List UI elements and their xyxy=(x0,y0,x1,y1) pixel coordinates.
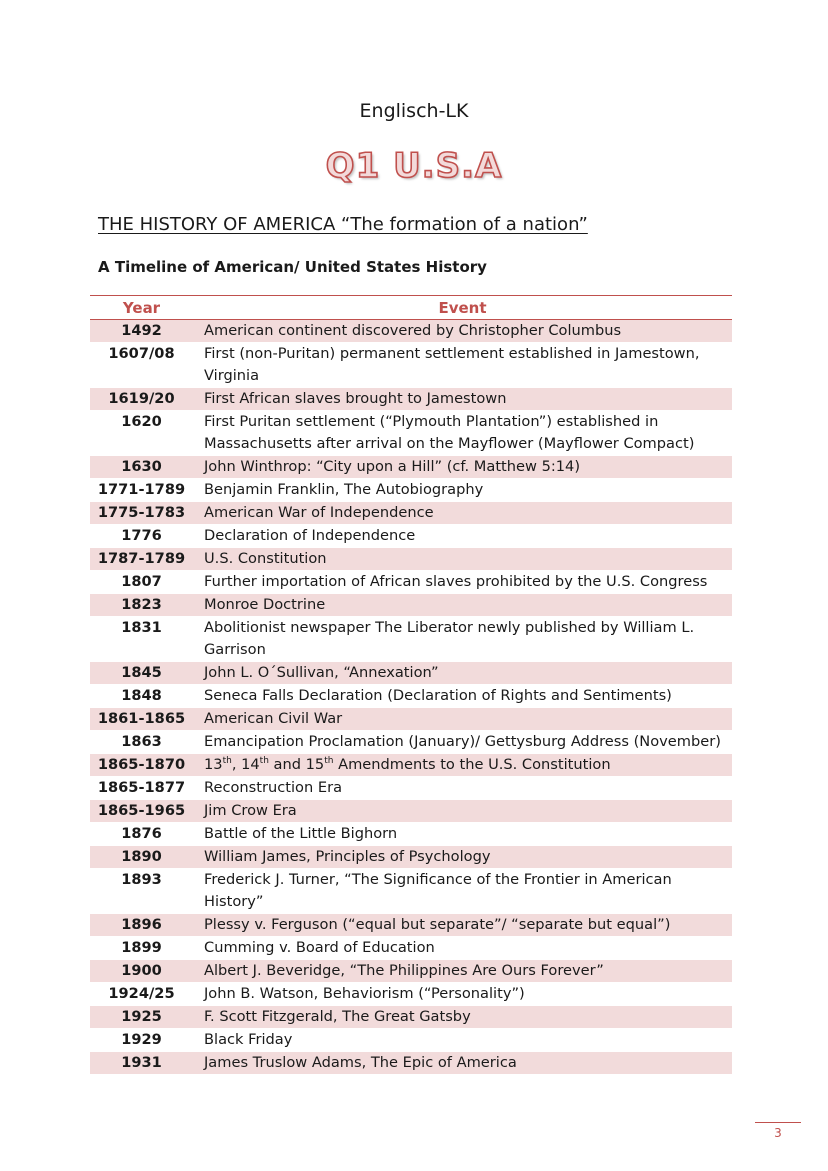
event-cell: Further importation of African slaves prohibited by the U.S. Congress xyxy=(193,571,732,594)
table-row xyxy=(90,846,732,869)
year-cell: 1929 xyxy=(90,1029,193,1052)
event-cell: American continent discovered by Christopher Columbus xyxy=(193,320,732,343)
year-cell: 1771-1789 xyxy=(90,479,193,502)
event-cell: Jim Crow Era xyxy=(193,800,732,823)
year-cell: 1807 xyxy=(90,571,193,594)
event-cell: First Puritan settlement (“Plymouth Plantation”) established in Massachusetts after arrival on the Mayflower (Mayflower Compact) xyxy=(193,411,732,456)
table-row xyxy=(90,1052,732,1075)
table-row xyxy=(90,1029,732,1052)
year-cell: 1492 xyxy=(90,320,193,343)
year-cell: 1863 xyxy=(90,731,193,754)
year-cell: 1896 xyxy=(90,914,193,937)
year-cell: 1776 xyxy=(90,525,193,548)
event-cell: American Civil War xyxy=(193,708,732,731)
year-cell: 1876 xyxy=(90,823,193,846)
table-header-row xyxy=(90,296,732,320)
table-row xyxy=(90,869,732,914)
table-row xyxy=(90,548,732,571)
ordinal-suffix: th xyxy=(259,756,269,767)
event-cell: Declaration of Independence xyxy=(193,525,732,548)
table-row xyxy=(90,823,732,846)
table-row xyxy=(90,525,732,548)
event-cell: Frederick J. Turner, “The Significance of the Frontier in American History” xyxy=(193,869,732,914)
timeline-subheading: A Timeline of American/ United States History xyxy=(98,258,487,276)
table-row xyxy=(90,800,732,823)
table-row xyxy=(90,617,732,662)
event-cell: U.S. Constitution xyxy=(193,548,732,571)
year-cell: 1890 xyxy=(90,846,193,869)
ordinal-suffix: th xyxy=(222,756,232,767)
year-cell: 1893 xyxy=(90,869,193,914)
year-cell: 1931 xyxy=(90,1052,193,1075)
table-row xyxy=(90,594,732,617)
event-text-part: , 14 xyxy=(231,756,260,773)
event-cell: Black Friday xyxy=(193,1029,732,1052)
year-cell: 1630 xyxy=(90,456,193,479)
event-cell: First African slaves brought to Jamestown xyxy=(193,388,732,411)
table-row xyxy=(90,502,732,525)
header-event: Event xyxy=(193,296,732,320)
page-number-rule xyxy=(755,1122,801,1123)
table-row xyxy=(90,685,732,708)
year-cell: 1899 xyxy=(90,937,193,960)
year-cell: 1865-1877 xyxy=(90,777,193,800)
event-text-part: and 15 xyxy=(268,756,325,773)
event-cell: John B. Watson, Behaviorism (“Personality”) xyxy=(193,983,732,1006)
event-cell: Monroe Doctrine xyxy=(193,594,732,617)
table-row xyxy=(90,983,732,1006)
year-cell: 1861-1865 xyxy=(90,708,193,731)
event-cell: Seneca Falls Declaration (Declaration of Rights and Sentiments) xyxy=(193,685,732,708)
table-row xyxy=(90,411,732,456)
event-cell: John Winthrop: “City upon a Hill” (cf. Matthew 5:14) xyxy=(193,456,732,479)
event-cell: Albert J. Beveridge, “The Philippines Are Ours Forever” xyxy=(193,960,732,983)
year-cell: 1900 xyxy=(90,960,193,983)
event-cell: F. Scott Fitzgerald, The Great Gatsby xyxy=(193,1006,732,1029)
year-cell: 1924/25 xyxy=(90,983,193,1006)
table-row xyxy=(90,343,732,388)
table-row xyxy=(90,754,732,777)
table-row xyxy=(90,1006,732,1029)
table-row xyxy=(90,479,732,502)
section-heading: THE HISTORY OF AMERICA “The formation of a nation” xyxy=(98,214,588,235)
course-name: Englisch-LK xyxy=(359,100,469,122)
document-title: Q1 U.S.A xyxy=(325,146,503,186)
event-cell: Plessy v. Ferguson (“equal but separate”/ “separate but equal”) xyxy=(193,914,732,937)
year-cell: 1775-1783 xyxy=(90,502,193,525)
year-cell: 1831 xyxy=(90,617,193,662)
event-cell: Battle of the Little Bighorn xyxy=(193,823,732,846)
table-row xyxy=(90,960,732,983)
table-row xyxy=(90,937,732,960)
table-row xyxy=(90,731,732,754)
table-row xyxy=(90,388,732,411)
table-row xyxy=(90,914,732,937)
table-row xyxy=(90,456,732,479)
event-cell: John L. O´Sullivan, “Annexation” xyxy=(193,662,732,685)
timeline-body xyxy=(90,320,732,1075)
year-cell: 1787-1789 xyxy=(90,548,193,571)
year-cell: 1865-1870 xyxy=(90,754,193,777)
ordinal-suffix: th xyxy=(324,756,334,767)
event-text-part: Amendments to the U.S. Constitution xyxy=(333,756,611,773)
event-cell: First (non-Puritan) permanent settlement established in Jamestown, Virginia xyxy=(193,343,732,388)
year-cell: 1925 xyxy=(90,1006,193,1029)
event-cell: William James, Principles of Psychology xyxy=(193,846,732,869)
table-row xyxy=(90,777,732,800)
year-cell: 1845 xyxy=(90,662,193,685)
event-cell: Reconstruction Era xyxy=(193,777,732,800)
event-cell: Abolitionist newspaper The Liberator newly published by William L. Garrison xyxy=(193,617,732,662)
event-cell: Emancipation Proclamation (January)/ Gettysburg Address (November) xyxy=(193,731,732,754)
year-cell: 1619/20 xyxy=(90,388,193,411)
event-cell: Benjamin Franklin, The Autobiography xyxy=(193,479,732,502)
event-cell: American War of Independence xyxy=(193,502,732,525)
year-cell: 1823 xyxy=(90,594,193,617)
table-row xyxy=(90,662,732,685)
event-cell: Cumming v. Board of Education xyxy=(193,937,732,960)
event-cell xyxy=(193,754,732,777)
year-cell: 1865-1965 xyxy=(90,800,193,823)
table-row xyxy=(90,708,732,731)
year-cell: 1607/08 xyxy=(90,343,193,388)
year-cell: 1620 xyxy=(90,411,193,456)
year-cell: 1848 xyxy=(90,685,193,708)
header-year: Year xyxy=(90,296,193,320)
timeline-table xyxy=(90,295,732,1075)
table-row xyxy=(90,571,732,594)
event-text-part: 13 xyxy=(204,756,223,773)
table-row xyxy=(90,320,732,343)
event-cell: James Truslow Adams, The Epic of America xyxy=(193,1052,732,1075)
page-number: 3 xyxy=(774,1126,782,1140)
